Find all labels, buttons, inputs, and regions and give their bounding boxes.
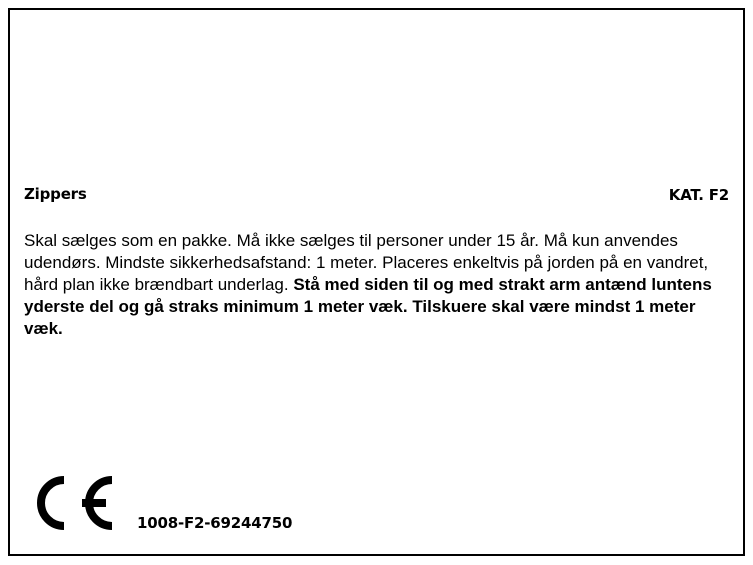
batch-code: 1008-F2-69244750 — [137, 514, 293, 532]
warning-regular: Skal sælges som en pakke. Må ikke sælges til personer under 15 år. Må kun anvendes udendørs. Mindste sikkerhedsafstand: 1 meter. Placeres enkeltvis på jorden på en vandret, hård plan ikke brændbart underlag. — [24, 231, 709, 294]
product-name: Zippers — [24, 185, 87, 203]
warning-bold: Stå med siden til og med strakt arm antænd luntens yderste del og gå straks minimum 1 meter væk. Tilskuere skal være mindst 1 meter væk. — [24, 275, 712, 338]
category-label: KAT. F2 — [668, 186, 729, 204]
warning-text — [24, 230, 724, 340]
ce-mark-icon — [30, 472, 116, 539]
